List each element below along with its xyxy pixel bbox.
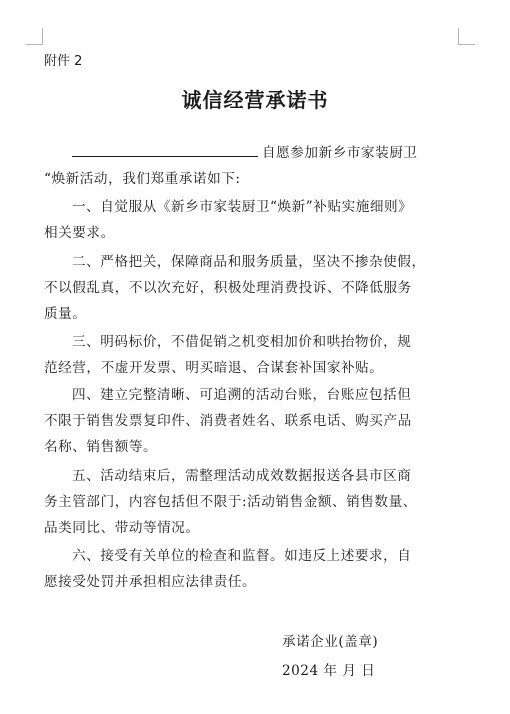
paragraph-6-line-2: 愿接受处罚并承担相应法律责任。 [44,574,257,590]
document-title: 诚信经营承诺书 [181,88,329,112]
paragraph-4-line-3: 名称、销售额等。 [44,439,158,455]
company-name-blank[interactable] [72,140,258,157]
crop-mark-top-left [26,28,43,45]
paragraph-4-line-2: 不限于销售发票复印件、消费者姓名、联系电话、购买产品 [44,413,412,429]
paragraph-3-line-1: 三、明码标价，不借促销之机变相加价和哄抬物价，规 [72,334,412,350]
paragraph-2-line-3: 质量。 [44,306,87,322]
paragraph-2-line-1: 二、严格把关，保障商品和服务质量，坚决不掺杂使假， [72,254,426,270]
intro-line-2: “焕新活动，我们郑重承诺如下: [44,171,241,187]
date-line: 2024 年 月 日 [282,663,376,679]
paragraph-3-line-2: 范经营，不虚开发票、明买暗退、合谋套补国家补贴。 [44,360,384,376]
signer-label: 承诺企业(盖章) [282,634,379,650]
paragraph-6-line-1: 六、接受有关单位的检查和监督。如违反上述要求，自 [72,548,412,564]
attachment-label: 附件 2 [44,54,83,69]
paragraph-1-line-1: 一、自觉服从《新乡市家装厨卫“焕新”补贴实施细则》 [72,199,413,215]
intro-line-1: 自愿参加新乡市家装厨卫 [44,140,418,166]
paragraph-4-line-1: 四、建立完整清晰、可追溯的活动台账，台账应包括但 [72,387,412,403]
paragraph-5-line-3: 品类同比、带动等情况。 [44,520,200,536]
paragraph-1-line-2: 相关要求。 [44,225,115,241]
paragraph-2-line-2: 不以假乱真，不以次充好，积极处理消费投诉、不降低服务 [44,280,412,296]
paragraph-5-line-1: 五、活动结束后，需整理活动成效数据报送各县市区商 [72,468,412,484]
crop-mark-top-right [458,28,475,45]
paragraph-5-line-2: 务主管部门，内容包括但不限于:活动销售金额、销售数量、 [44,494,417,510]
